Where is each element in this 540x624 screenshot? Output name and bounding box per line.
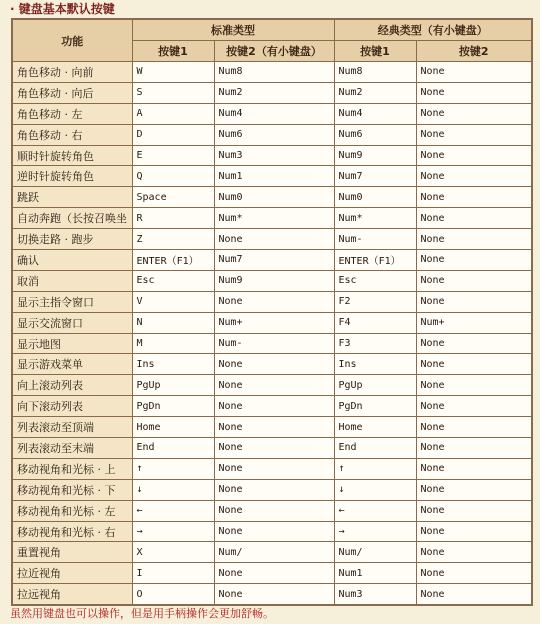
standard-key1-cell: I	[132, 563, 214, 584]
function-cell: 列表滚动至顶端	[12, 417, 132, 438]
standard-key1-cell: M	[132, 333, 214, 354]
header-classic-key2: 按键2	[416, 41, 532, 62]
classic-key1-cell: F3	[334, 333, 416, 354]
table-row	[12, 458, 532, 479]
header-function: 功能	[12, 19, 132, 62]
key-binding-table	[11, 18, 533, 606]
standard-key1-cell: W	[132, 62, 214, 83]
standard-key2-cell: Num/	[214, 542, 334, 563]
function-cell: 角色移动 · 向前	[12, 62, 132, 83]
standard-key1-cell: PgDn	[132, 396, 214, 417]
classic-key2-cell: None	[416, 187, 532, 208]
classic-key1-cell: ↓	[334, 479, 416, 500]
function-cell: 切换走路 · 跑步	[12, 229, 132, 250]
function-cell: 角色移动 · 向后	[12, 82, 132, 103]
table-row	[12, 82, 532, 103]
classic-key2-cell: None	[416, 438, 532, 459]
standard-key2-cell: Num3	[214, 145, 334, 166]
classic-key2-cell: None	[416, 82, 532, 103]
standard-key1-cell: E	[132, 145, 214, 166]
header-row-group	[12, 19, 532, 41]
table-row	[12, 145, 532, 166]
standard-key1-cell: Z	[132, 229, 214, 250]
classic-key1-cell: Home	[334, 417, 416, 438]
header-classic-type: 经典类型（有小键盘）	[334, 19, 532, 41]
standard-key2-cell: None	[214, 396, 334, 417]
classic-key1-cell: Esc	[334, 270, 416, 291]
standard-key2-cell: Num9	[214, 270, 334, 291]
classic-key2-cell: None	[416, 417, 532, 438]
header-standard-key2: 按键2（有小键盘）	[214, 41, 334, 62]
standard-key1-cell: →	[132, 521, 214, 542]
classic-key2-cell: None	[416, 375, 532, 396]
classic-key2-cell: None	[416, 584, 532, 605]
table-row	[12, 354, 532, 375]
standard-key1-cell: Esc	[132, 270, 214, 291]
function-cell: 移动视角和光标 · 下	[12, 479, 132, 500]
function-cell: 逆时针旋转角色	[12, 166, 132, 187]
standard-key2-cell: None	[214, 417, 334, 438]
standard-key1-cell: O	[132, 584, 214, 605]
classic-key2-cell: Num+	[416, 312, 532, 333]
classic-key2-cell: None	[416, 521, 532, 542]
classic-key2-cell: None	[416, 396, 532, 417]
table-row	[12, 124, 532, 145]
classic-key1-cell: End	[334, 438, 416, 459]
classic-key2-cell: None	[416, 563, 532, 584]
standard-key1-cell: Ins	[132, 354, 214, 375]
classic-key1-cell: ENTER（F1）	[334, 250, 416, 271]
function-cell: 移动视角和光标 · 右	[12, 521, 132, 542]
table-row	[12, 270, 532, 291]
standard-key1-cell: ←	[132, 500, 214, 521]
standard-key2-cell: Num*	[214, 208, 334, 229]
table-row	[12, 500, 532, 521]
table-row	[12, 166, 532, 187]
standard-key2-cell: None	[214, 229, 334, 250]
standard-key1-cell: D	[132, 124, 214, 145]
standard-key1-cell: ENTER（F1）	[132, 250, 214, 271]
classic-key2-cell: None	[416, 291, 532, 312]
classic-key1-cell: Ins	[334, 354, 416, 375]
function-cell: 显示地图	[12, 333, 132, 354]
classic-key2-cell: None	[416, 542, 532, 563]
classic-key2-cell: None	[416, 270, 532, 291]
standard-key2-cell: None	[214, 521, 334, 542]
classic-key1-cell: ←	[334, 500, 416, 521]
standard-key2-cell: Num4	[214, 103, 334, 124]
classic-key1-cell: Num0	[334, 187, 416, 208]
table-row	[12, 208, 532, 229]
standard-key1-cell: Home	[132, 417, 214, 438]
classic-key1-cell: Num6	[334, 124, 416, 145]
standard-key2-cell: None	[214, 354, 334, 375]
classic-key1-cell: F2	[334, 291, 416, 312]
footer-note: 虽然用键盘也可以操作，但是用手柄操作会更加舒畅。	[10, 607, 274, 620]
classic-key2-cell: None	[416, 458, 532, 479]
table-row	[12, 250, 532, 271]
classic-key2-cell: None	[416, 166, 532, 187]
standard-key1-cell: ↑	[132, 458, 214, 479]
standard-key2-cell: Num7	[214, 250, 334, 271]
standard-key2-cell: None	[214, 584, 334, 605]
table-row	[12, 333, 532, 354]
function-cell: 顺时针旋转角色	[12, 145, 132, 166]
function-cell: 拉近视角	[12, 563, 132, 584]
table-row	[12, 438, 532, 459]
table-row	[12, 62, 532, 83]
standard-key1-cell: S	[132, 82, 214, 103]
classic-key2-cell: None	[416, 500, 532, 521]
standard-key2-cell: Num2	[214, 82, 334, 103]
table-row	[12, 563, 532, 584]
table-row	[12, 375, 532, 396]
standard-key1-cell: N	[132, 312, 214, 333]
classic-key2-cell: None	[416, 229, 532, 250]
function-cell: 角色移动 · 左	[12, 103, 132, 124]
classic-key1-cell: Num/	[334, 542, 416, 563]
classic-key1-cell: PgUp	[334, 375, 416, 396]
function-cell: 向下滚动列表	[12, 396, 132, 417]
function-cell: 确认	[12, 250, 132, 271]
page-title: · 键盘基本默认按键	[10, 2, 115, 16]
classic-key2-cell: None	[416, 479, 532, 500]
classic-key1-cell: Num-	[334, 229, 416, 250]
classic-key1-cell: Num1	[334, 563, 416, 584]
function-cell: 列表滚动至末端	[12, 438, 132, 459]
standard-key2-cell: None	[214, 458, 334, 479]
function-cell: 显示主指令窗口	[12, 291, 132, 312]
classic-key1-cell: Num*	[334, 208, 416, 229]
standard-key2-cell: Num-	[214, 333, 334, 354]
table-row	[12, 229, 532, 250]
classic-key2-cell: None	[416, 124, 532, 145]
standard-key2-cell: None	[214, 563, 334, 584]
standard-key2-cell: None	[214, 438, 334, 459]
header-standard-type: 标准类型	[132, 19, 334, 41]
function-cell: 跳跃	[12, 187, 132, 208]
classic-key1-cell: →	[334, 521, 416, 542]
function-cell: 移动视角和光标 · 左	[12, 500, 132, 521]
classic-key2-cell: None	[416, 208, 532, 229]
standard-key1-cell: End	[132, 438, 214, 459]
header-classic-key1: 按键1	[334, 41, 416, 62]
standard-key1-cell: X	[132, 542, 214, 563]
function-cell: 移动视角和光标 · 上	[12, 458, 132, 479]
table-row	[12, 542, 532, 563]
classic-key1-cell: Num2	[334, 82, 416, 103]
table-row	[12, 103, 532, 124]
standard-key1-cell: A	[132, 103, 214, 124]
table-row	[12, 584, 532, 605]
table-row	[12, 396, 532, 417]
standard-key2-cell: Num0	[214, 187, 334, 208]
classic-key2-cell: None	[416, 333, 532, 354]
classic-key1-cell: F4	[334, 312, 416, 333]
table-row	[12, 291, 532, 312]
classic-key2-cell: None	[416, 103, 532, 124]
classic-key1-cell: Num9	[334, 145, 416, 166]
standard-key2-cell: Num+	[214, 312, 334, 333]
table-row	[12, 417, 532, 438]
function-cell: 显示游戏菜单	[12, 354, 132, 375]
standard-key2-cell: Num1	[214, 166, 334, 187]
standard-key2-cell: None	[214, 500, 334, 521]
standard-key1-cell: PgUp	[132, 375, 214, 396]
standard-key1-cell: ↓	[132, 479, 214, 500]
table-row	[12, 187, 532, 208]
classic-key2-cell: None	[416, 250, 532, 271]
standard-key2-cell: None	[214, 291, 334, 312]
table-body	[12, 62, 532, 606]
table-row	[12, 479, 532, 500]
function-cell: 角色移动 · 右	[12, 124, 132, 145]
table-row	[12, 312, 532, 333]
classic-key2-cell: None	[416, 62, 532, 83]
standard-key1-cell: Space	[132, 187, 214, 208]
standard-key2-cell: Num6	[214, 124, 334, 145]
header-standard-key1: 按键1	[132, 41, 214, 62]
standard-key2-cell: Num8	[214, 62, 334, 83]
function-cell: 取消	[12, 270, 132, 291]
classic-key2-cell: None	[416, 354, 532, 375]
function-cell: 显示交流窗口	[12, 312, 132, 333]
standard-key2-cell: None	[214, 479, 334, 500]
classic-key1-cell: Num3	[334, 584, 416, 605]
classic-key1-cell: Num8	[334, 62, 416, 83]
classic-key2-cell: None	[416, 145, 532, 166]
classic-key1-cell: ↑	[334, 458, 416, 479]
classic-key1-cell: PgDn	[334, 396, 416, 417]
classic-key1-cell: Num7	[334, 166, 416, 187]
standard-key1-cell: Q	[132, 166, 214, 187]
function-cell: 拉远视角	[12, 584, 132, 605]
standard-key2-cell: None	[214, 375, 334, 396]
function-cell: 重置视角	[12, 542, 132, 563]
classic-key1-cell: Num4	[334, 103, 416, 124]
function-cell: 自动奔跑（长按召唤坐	[12, 208, 132, 229]
function-cell: 向上滚动列表	[12, 375, 132, 396]
table-row	[12, 521, 532, 542]
standard-key1-cell: R	[132, 208, 214, 229]
standard-key1-cell: V	[132, 291, 214, 312]
